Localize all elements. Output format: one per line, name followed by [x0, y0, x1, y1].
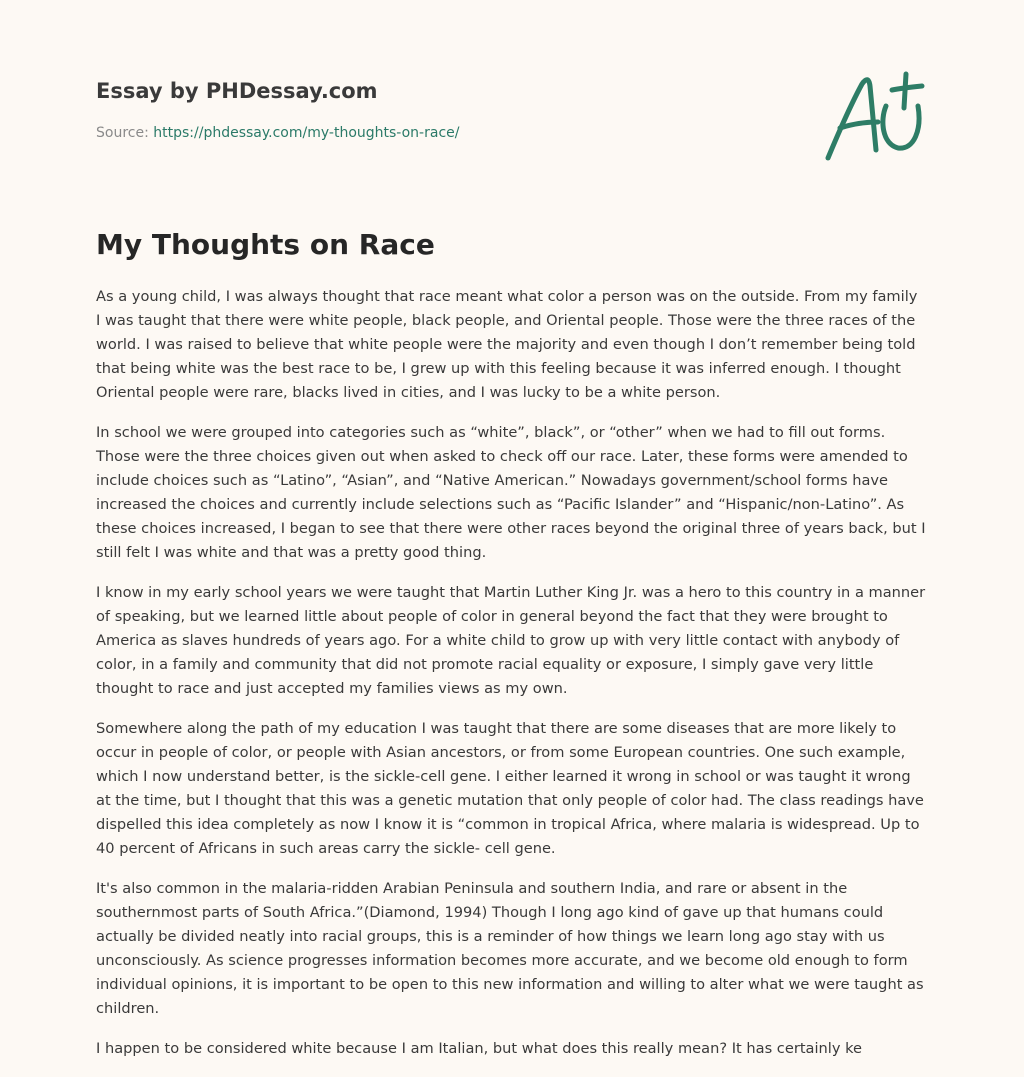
- a-plus-grade-icon: [822, 68, 926, 164]
- source-line: [96, 123, 459, 143]
- essay-paragraph: In school we were grouped into categories such as “white”, black”, or “other” when we had to fill out forms. Those were the three choices given out when asked to check off our race. Later, these forms were amended to include choices such as “Latino”, “Asian”, and “Native American.” Nowadays government/school forms have increased the choices and currently include selections such as “Pacific Islander” and “Hispanic/non-Latino”. As these choices increased, I began to see that there were other races beyond the original three of years back, but I still felt I was white and that was a pretty good thing.: [96, 424, 926, 561]
- source-link[interactable]: https://phdessay.com/my-thoughts-on-race/: [153, 125, 460, 141]
- essay-page: [96, 0, 926, 1057]
- essay-paragraph: I know in my early school years we were taught that Martin Luther King Jr. was a hero to this country in a manner of speaking, but we learned little about people of color in general beyond the fact that they were brought to America as slaves hundreds of years ago. For a white child to grow up with very little contact with anybody of color, in a family and community that did not promote racial equality or exposure, I simply gave very little thought to race and just accepted my families views as my own.: [96, 584, 926, 697]
- essay-paragraph: I happen to be considered white because I am Italian, but what does this really mean? It has certainly ke: [96, 1040, 863, 1057]
- essay-body: [96, 285, 926, 1077]
- essay-paragraph: Somewhere along the path of my education I was taught that there are some diseases that are more likely to occur in people of color, or people with Asian ancestors, or from some European countries. One such example, which I now understand better, is the sickle-cell gene. I either learned it wrong in school or was taught it wrong at the time, but I thought that this was a genetic mutation that only people of color had. The class readings have dispelled this idea completely as now I know it is “common in tropical Africa, where malaria is widespread. Up to 40 percent of Africans in such areas carry the sickle- cell gene.: [96, 720, 924, 857]
- site-title: Essay by PHDessay.com: [96, 79, 378, 103]
- source-label: Source:: [96, 125, 154, 141]
- essay-paragraph: As a young child, I was always thought that race meant what color a person was on the outside. From my family I was taught that there were white people, black people, and Oriental people. Those were the three races of the world. I was raised to believe that white people were the majority and even though I don’t remember being told that being white was the best race to be, I grew up with this feeling because it was inferred enough. I thought Oriental people were rare, blacks lived in cities, and I was lucky to be a white person.: [96, 288, 918, 401]
- essay-title: My Thoughts on Race: [96, 228, 435, 261]
- page-header: [96, 0, 926, 200]
- essay-paragraph: It's also common in the malaria-ridden Arabian Peninsula and southern India, and rare or absent in the southernmost parts of South Africa.”(Diamond, 1994) Though I long ago kind of gave up that humans could actually be divided neatly into racial groups, this is a reminder of how things we learn long ago stay with us unconsciously. As science progresses information becomes more accurate, and we become old enough to form individual opinions, it is important to be open to this new information and willing to alter what we were taught as children.: [96, 880, 924, 1017]
